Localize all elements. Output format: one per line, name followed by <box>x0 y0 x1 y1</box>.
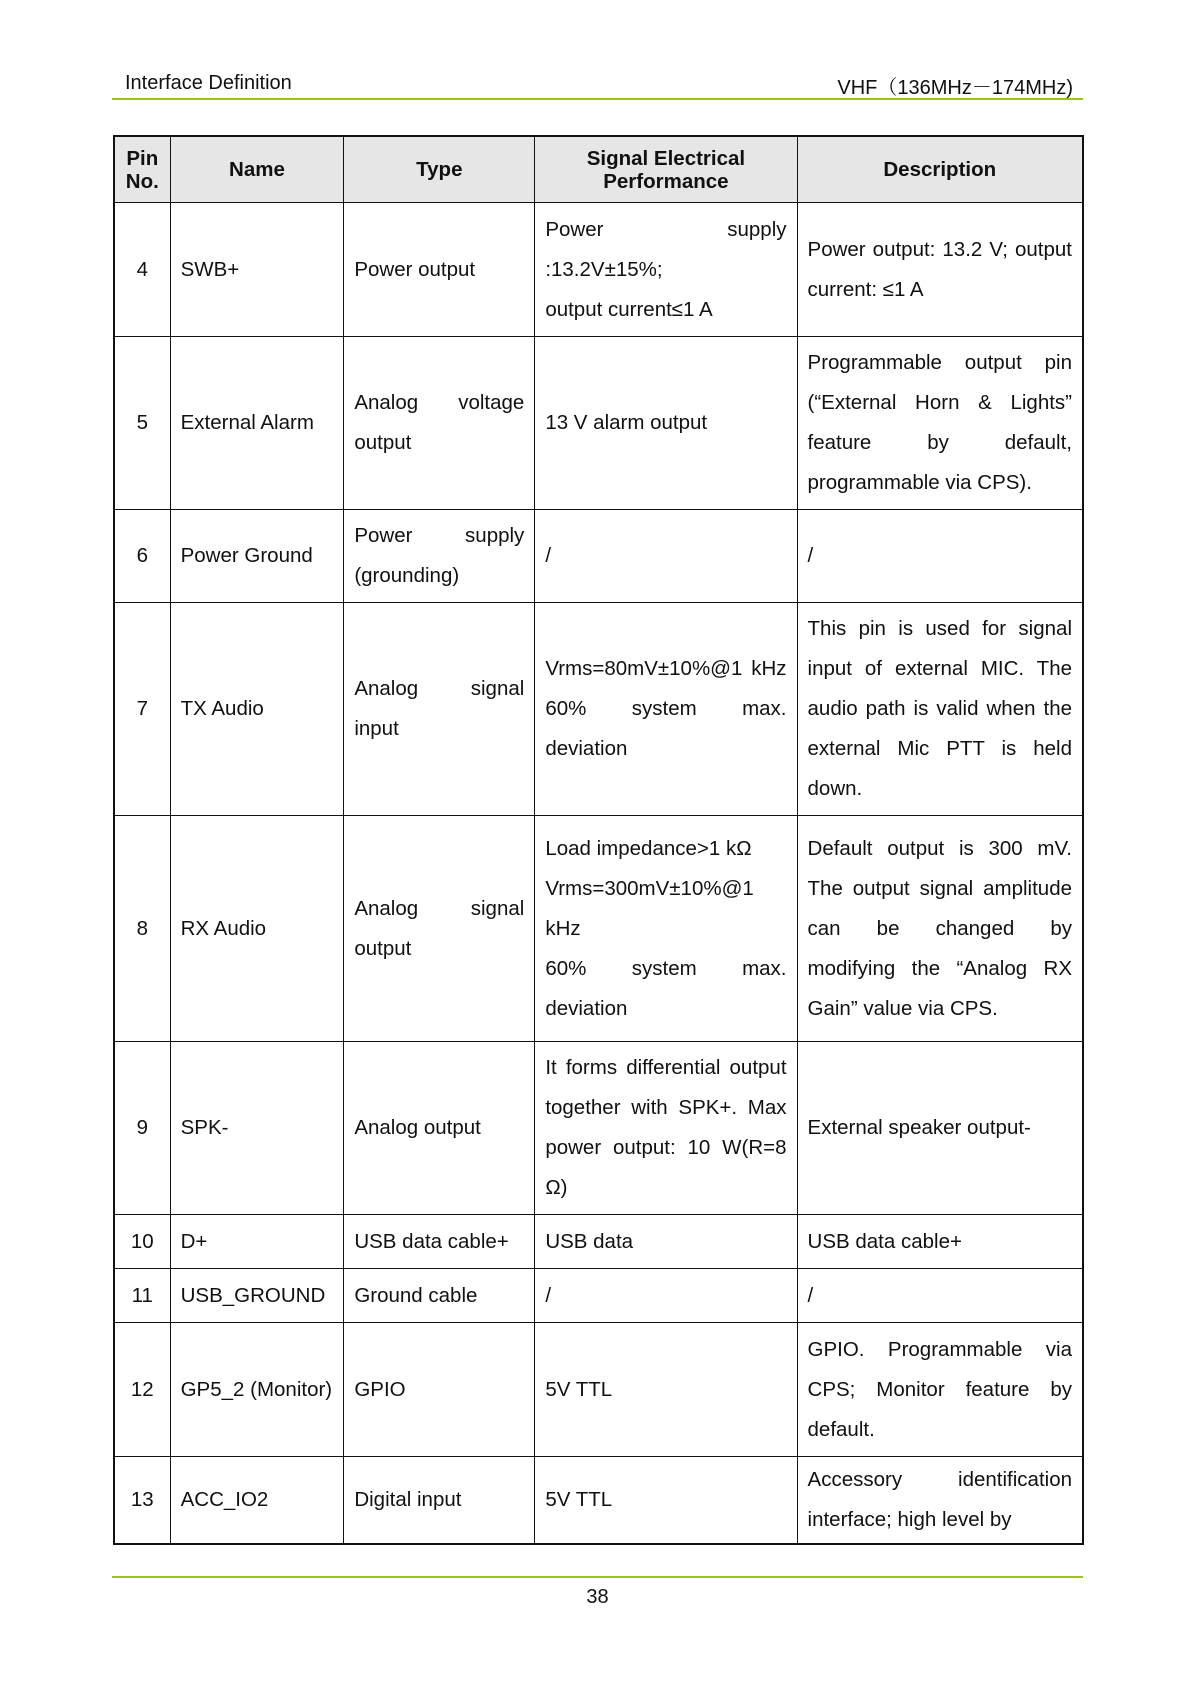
signal-line: Vrms=300mV±10%@1 kHz <box>545 876 754 940</box>
signal-performance <box>535 1323 797 1457</box>
pin-number: 6 <box>114 510 170 603</box>
page-footer <box>112 1576 1083 1608</box>
pin-description: / <box>797 1269 1083 1323</box>
signal-performance <box>535 1215 797 1269</box>
signal-line: It forms differential output together with SPK+. Max power output: 10 W(R=8 Ω) <box>545 1056 787 1199</box>
pin-description: Power output: 13.2 V; output current: ≤1 A <box>797 203 1083 337</box>
pin-name: USB_GROUND <box>170 1269 344 1323</box>
pin-number: 12 <box>114 1323 170 1457</box>
pin-type: Analog signal output <box>344 816 535 1042</box>
pin-type: GPIO <box>344 1323 535 1457</box>
page-number: 38 <box>586 1586 609 1608</box>
pin-name: SWB+ <box>170 203 344 337</box>
signal-performance <box>535 1269 797 1323</box>
table-row <box>114 203 1083 337</box>
signal-performance <box>535 1457 797 1544</box>
pin-description: This pin is used for signal input of external MIC. The audio path is valid when the external Mic PTT is held down. <box>797 603 1083 816</box>
signal-line: 13 V alarm output <box>545 411 708 434</box>
signal-performance <box>535 203 797 337</box>
signal-performance <box>535 1042 797 1215</box>
pin-name: ACC_IO2 <box>170 1457 344 1544</box>
pin-name: TX Audio <box>170 603 344 816</box>
pin-number: 8 <box>114 816 170 1042</box>
signal-performance <box>535 510 797 603</box>
table-row <box>114 510 1083 603</box>
col-header-signal: Signal Electrical Performance <box>535 136 797 203</box>
pin-type: Power output <box>344 203 535 337</box>
pin-description: Programmable output pin (“External Horn & Lights” feature by default, programmable via CPS). <box>797 337 1083 510</box>
signal-performance <box>535 603 797 816</box>
col-header-type: Type <box>344 136 535 203</box>
pin-description: Accessory identification interface; high level by <box>797 1457 1083 1544</box>
header-band-label: VHF（136MHz－174MHz) <box>837 77 1073 99</box>
signal-performance <box>535 337 797 510</box>
header-section-title: Interface Definition <box>125 72 292 94</box>
pin-name: SPK- <box>170 1042 344 1215</box>
pin-name: GP5_2 (Monitor) <box>170 1323 344 1457</box>
page-header <box>112 66 1083 100</box>
pin-description: USB data cable+ <box>797 1215 1083 1269</box>
pin-type: Power supply (grounding) <box>344 510 535 603</box>
pin-description: / <box>797 510 1083 603</box>
table-row <box>114 1457 1083 1544</box>
table-row <box>114 603 1083 816</box>
pin-number: 4 <box>114 203 170 337</box>
signal-line: / <box>545 544 552 567</box>
table-row <box>114 337 1083 510</box>
col-header-name: Name <box>170 136 344 203</box>
signal-line: 5V TTL <box>545 1377 613 1401</box>
pin-number: 7 <box>114 603 170 816</box>
pin-name: D+ <box>170 1215 344 1269</box>
pin-number: 11 <box>114 1269 170 1323</box>
table-row <box>114 1323 1083 1457</box>
table-row <box>114 1215 1083 1269</box>
pin-type: Analog voltage output <box>344 337 535 510</box>
signal-line: Load impedance>1 kΩ <box>545 836 752 860</box>
pin-name: RX Audio <box>170 816 344 1042</box>
table-header-row <box>114 136 1083 203</box>
pin-type: Digital input <box>344 1457 535 1544</box>
pin-type: Ground cable <box>344 1269 535 1323</box>
table-row <box>114 816 1083 1042</box>
pin-description: GPIO. Programmable via CPS; Monitor feature by default. <box>797 1323 1083 1457</box>
pin-type: USB data cable+ <box>344 1215 535 1269</box>
pin-name: External Alarm <box>170 337 344 510</box>
signal-performance <box>535 816 797 1042</box>
signal-line: Power supply :13.2V±15%; <box>545 217 787 281</box>
pin-number: 9 <box>114 1042 170 1215</box>
pin-number: 10 <box>114 1215 170 1269</box>
signal-line: output current≤1 A <box>545 297 713 321</box>
pin-description: Default output is 300 mV. The output signal amplitude can be changed by modifying the “Analog RX Gain” value via CPS. <box>797 816 1083 1042</box>
signal-line: 60% system max. deviation <box>545 956 787 1020</box>
pin-description: External speaker output- <box>797 1042 1083 1215</box>
table-row <box>114 1042 1083 1215</box>
pin-type: Analog signal input <box>344 603 535 816</box>
pin-type: Analog output <box>344 1042 535 1215</box>
signal-line: / <box>545 1283 552 1307</box>
col-header-pin-no: Pin No. <box>114 136 170 203</box>
signal-line: USB data <box>545 1229 634 1253</box>
pin-number: 5 <box>114 337 170 510</box>
pin-number: 13 <box>114 1457 170 1544</box>
col-header-description: Description <box>797 136 1083 203</box>
pin-definition-table <box>113 135 1084 1545</box>
signal-line: Vrms=80mV±10%@1 kHz 60% system max. deviation <box>545 657 787 760</box>
table-row <box>114 1269 1083 1323</box>
pin-name: Power Ground <box>170 510 344 603</box>
signal-line: 5V TTL <box>545 1487 613 1511</box>
